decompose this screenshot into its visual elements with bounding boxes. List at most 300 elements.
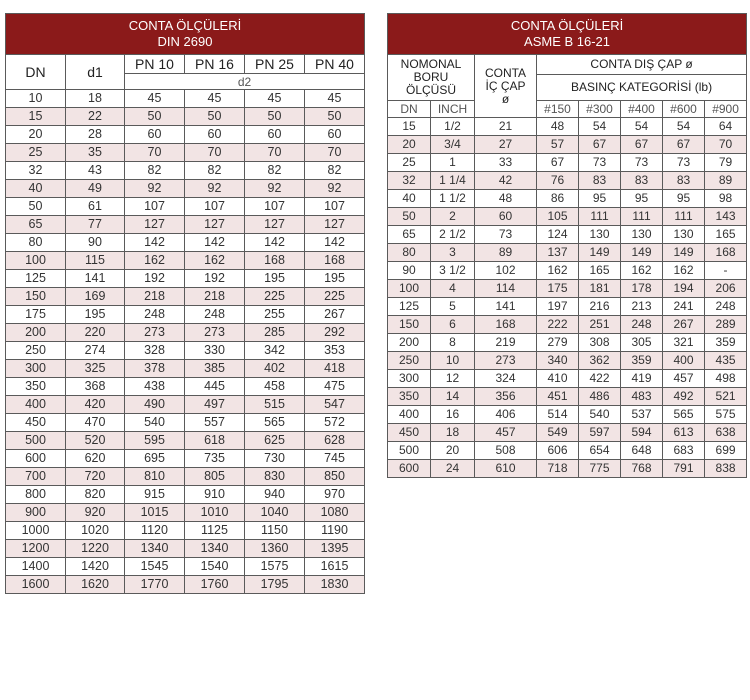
din-table-cell: 195 [305, 270, 365, 288]
din-table-cell: 40 [6, 180, 66, 198]
din-table-cell: 22 [66, 108, 125, 126]
din-table-cell: 225 [305, 288, 365, 306]
din-table-cell: 45 [305, 90, 365, 108]
din-table-cell: 565 [245, 414, 305, 432]
din-table-cell: 1615 [305, 558, 365, 576]
din-table-cell: 200 [6, 324, 66, 342]
asme-table-cell: 606 [537, 442, 579, 460]
din-table-cell: 250 [6, 342, 66, 360]
asme-table-cell: 5 [431, 298, 475, 316]
asme-table-cell: 422 [579, 370, 621, 388]
asme-header-dn: DN [388, 101, 431, 118]
asme-table-cell: 162 [621, 262, 663, 280]
asme-table-cell: 73 [621, 154, 663, 172]
din-table-cell: 1120 [125, 522, 185, 540]
asme-table-cell: 150 [388, 316, 431, 334]
asme-table-row [388, 424, 747, 442]
din-table-row [6, 522, 365, 540]
asme-table-cell: 67 [579, 136, 621, 154]
asme-nominal-line3: ÖLÇÜSÜ [405, 83, 456, 97]
din-table-cell: 735 [185, 450, 245, 468]
asme-table-cell: 141 [475, 298, 537, 316]
asme-table-cell: 73 [663, 154, 705, 172]
asme-table-row [388, 172, 747, 190]
din-table-cell: 418 [305, 360, 365, 378]
asme-table-cell: 321 [663, 334, 705, 352]
asme-table-cell: 540 [579, 406, 621, 424]
din-table-cell: 1540 [185, 558, 245, 576]
asme-table-cell: 162 [663, 262, 705, 280]
din-table-cell: 220 [66, 324, 125, 342]
din-header-d1: d1 [66, 55, 125, 90]
din-table-cell: 92 [305, 180, 365, 198]
din-table-cell: 540 [125, 414, 185, 432]
asme-header-150: #150 [537, 101, 579, 118]
asme-table-cell: 498 [705, 370, 747, 388]
din-table-cell: 80 [6, 234, 66, 252]
din-table-cell: 450 [6, 414, 66, 432]
asme-table-cell: 67 [663, 136, 705, 154]
asme-table-row [388, 118, 747, 136]
din-table-cell: 142 [125, 234, 185, 252]
asme-table-cell: 597 [579, 424, 621, 442]
din-table-cell: 330 [185, 342, 245, 360]
asme-table-cell: 100 [388, 280, 431, 298]
din-table-cell: 1080 [305, 504, 365, 522]
din-table-cell: 628 [305, 432, 365, 450]
asme-table-cell: 79 [705, 154, 747, 172]
asme-table-cell: 83 [579, 172, 621, 190]
asme-table-cell: 111 [621, 208, 663, 226]
asme-table-row [388, 388, 747, 406]
asme-table-cell: 289 [705, 316, 747, 334]
din-table-row [6, 306, 365, 324]
asme-table-cell: 638 [705, 424, 747, 442]
asme-table-cell: 222 [537, 316, 579, 334]
asme-table-cell: 537 [621, 406, 663, 424]
din-table-cell: 1040 [245, 504, 305, 522]
asme-table-cell: 3 1/2 [431, 262, 475, 280]
asme-table-cell: 267 [663, 316, 705, 334]
din-table-cell: 730 [245, 450, 305, 468]
din-table-row [6, 414, 365, 432]
asme-table-cell: 241 [663, 298, 705, 316]
din-table-cell: 850 [305, 468, 365, 486]
asme-table-cell: 1 1/4 [431, 172, 475, 190]
din-table-cell: 50 [6, 198, 66, 216]
din-table-row [6, 396, 365, 414]
din-table-row [6, 432, 365, 450]
asme-table-cell: 64 [705, 118, 747, 136]
din-table-cell: 800 [6, 486, 66, 504]
din-table-cell: 107 [125, 198, 185, 216]
din-table-row [6, 126, 365, 144]
asme-table-cell: 3 [431, 244, 475, 262]
asme-table-cell: 105 [537, 208, 579, 226]
asme-table-cell: 213 [621, 298, 663, 316]
asme-table-cell: 18 [431, 424, 475, 442]
asme-table-row [388, 406, 747, 424]
asme-table-cell: 508 [475, 442, 537, 460]
asme-table-cell: 206 [705, 280, 747, 298]
asme-table-cell: 21 [475, 118, 537, 136]
asme-table-cell: 219 [475, 334, 537, 352]
din-table-cell: 92 [245, 180, 305, 198]
din-table-cell: 720 [66, 468, 125, 486]
asme-header-300: #300 [579, 101, 621, 118]
asme-table-cell: 33 [475, 154, 537, 172]
din-table-cell: 620 [66, 450, 125, 468]
asme-table-cell: 125 [388, 298, 431, 316]
asme-table-cell: 359 [621, 352, 663, 370]
din-table-cell: 92 [125, 180, 185, 198]
din-table-cell: 915 [125, 486, 185, 504]
asme-table-cell: 90 [388, 262, 431, 280]
asme-table-cell: 514 [537, 406, 579, 424]
din-table-cell: 490 [125, 396, 185, 414]
din-table-cell: 810 [125, 468, 185, 486]
asme-table-cell: 40 [388, 190, 431, 208]
din-table-cell: 60 [125, 126, 185, 144]
din-table-cell: 82 [305, 162, 365, 180]
din-table-cell: 168 [305, 252, 365, 270]
din-header-d2: d2 [125, 74, 365, 90]
asme-table-cell: - [705, 262, 747, 280]
din-table-row [6, 198, 365, 216]
asme-table-cell: 10 [431, 352, 475, 370]
asme-table-body [388, 118, 747, 478]
din-table-cell: 192 [125, 270, 185, 288]
din-table-cell: 127 [125, 216, 185, 234]
asme-table-cell: 194 [663, 280, 705, 298]
din-table-cell: 1020 [66, 522, 125, 540]
din-table-cell: 292 [305, 324, 365, 342]
din-table-cell: 1125 [185, 522, 245, 540]
asme-table-cell: 102 [475, 262, 537, 280]
asme-table-cell: 457 [475, 424, 537, 442]
din-table-cell: 28 [66, 126, 125, 144]
asme-table-cell: 95 [621, 190, 663, 208]
din-table-cell: 90 [66, 234, 125, 252]
din-table-cell: 1200 [6, 540, 66, 558]
asme-table-cell: 654 [579, 442, 621, 460]
din-table-cell: 248 [125, 306, 185, 324]
din-table-cell: 1190 [305, 522, 365, 540]
din-table-cell: 300 [6, 360, 66, 378]
asme-table-cell: 89 [705, 172, 747, 190]
asme-table-cell: 111 [663, 208, 705, 226]
asme-table-cell: 24 [431, 460, 475, 478]
din-table-cell: 20 [6, 126, 66, 144]
din-table-cell: 1400 [6, 558, 66, 576]
din-table-cell: 50 [185, 108, 245, 126]
din-table-row [6, 252, 365, 270]
din-table-cell: 18 [66, 90, 125, 108]
asme-table-cell: 435 [705, 352, 747, 370]
din-table-cell: 70 [185, 144, 245, 162]
din-table-cell: 342 [245, 342, 305, 360]
asme-table-cell: 600 [388, 460, 431, 478]
din-table-row [6, 576, 365, 594]
asme-table-row [388, 298, 747, 316]
din-table-cell: 325 [66, 360, 125, 378]
din-table-row [6, 180, 365, 198]
din-table-cell: 65 [6, 216, 66, 234]
din-header-pn16: PN 16 [185, 55, 245, 74]
din-table-cell: 830 [245, 468, 305, 486]
asme-table-cell: 648 [621, 442, 663, 460]
din-table-cell: 77 [66, 216, 125, 234]
asme-table-row [388, 316, 747, 334]
din-table-cell: 1795 [245, 576, 305, 594]
asme-table-cell: 791 [663, 460, 705, 478]
asme-table-cell: 340 [537, 352, 579, 370]
din-table-cell: 625 [245, 432, 305, 450]
asme-table-cell: 20 [431, 442, 475, 460]
asme-table-cell: 60 [475, 208, 537, 226]
asme-table-cell: 14 [431, 388, 475, 406]
asme-table-cell: 65 [388, 226, 431, 244]
din-table-cell: 218 [125, 288, 185, 306]
asme-header-nominal [388, 55, 475, 101]
asme-table-row [388, 154, 747, 172]
asme-ic-line2: İÇ ÇAP [485, 78, 526, 93]
asme-table-title [388, 14, 747, 55]
asme-table-cell: 521 [705, 388, 747, 406]
din-table-cell: 438 [125, 378, 185, 396]
din-header-dn: DN [6, 55, 66, 90]
din-table-cell: 970 [305, 486, 365, 504]
asme-table-cell: 48 [537, 118, 579, 136]
din-table-cell: 600 [6, 450, 66, 468]
din-table-cell: 248 [185, 306, 245, 324]
asme-table-cell: 279 [537, 334, 579, 352]
din-table-cell: 50 [245, 108, 305, 126]
asme-table-cell: 8 [431, 334, 475, 352]
asme-table-row [388, 262, 747, 280]
din-table-cell: 32 [6, 162, 66, 180]
asme-table-cell: 130 [621, 226, 663, 244]
asme-table-cell: 1 [431, 154, 475, 172]
asme-table-cell: 95 [579, 190, 621, 208]
din-table-cell: 127 [185, 216, 245, 234]
din-table-body [6, 90, 365, 594]
asme-table-row [388, 352, 747, 370]
din-table-cell: 1575 [245, 558, 305, 576]
asme-table-cell: 181 [579, 280, 621, 298]
asme-table-cell: 699 [705, 442, 747, 460]
din-table-cell: 60 [305, 126, 365, 144]
din-table-row [6, 288, 365, 306]
din-title-line1: CONTA ÖLÇÜLERİ [128, 18, 242, 33]
asme-table-cell: 492 [663, 388, 705, 406]
asme-table-cell: 111 [579, 208, 621, 226]
din-table-cell: 195 [66, 306, 125, 324]
din-table-cell: 1340 [185, 540, 245, 558]
din-table-cell: 820 [66, 486, 125, 504]
asme-table-cell: 149 [663, 244, 705, 262]
asme-table-cell: 575 [705, 406, 747, 424]
asme-table-cell: 73 [475, 226, 537, 244]
din-table-cell: 45 [125, 90, 185, 108]
asme-table-cell: 4 [431, 280, 475, 298]
asme-table-cell: 350 [388, 388, 431, 406]
asme-table-cell: 400 [663, 352, 705, 370]
din-table-cell: 45 [185, 90, 245, 108]
din-table-row [6, 486, 365, 504]
asme-table-cell: 32 [388, 172, 431, 190]
din-table-cell: 82 [245, 162, 305, 180]
din-header-pn25: PN 25 [245, 55, 305, 74]
din-table-cell: 368 [66, 378, 125, 396]
asme-table-cell: 48 [475, 190, 537, 208]
din-table-row [6, 450, 365, 468]
din-table-cell: 420 [66, 396, 125, 414]
din-table-cell: 557 [185, 414, 245, 432]
din-table-cell: 940 [245, 486, 305, 504]
asme-table-cell: 838 [705, 460, 747, 478]
asme-nominal-line1: NOMONAL [400, 57, 462, 71]
din-table-cell: 1340 [125, 540, 185, 558]
din-table-row [6, 234, 365, 252]
asme-table-cell: 200 [388, 334, 431, 352]
asme-table-cell: 457 [663, 370, 705, 388]
asme-table-cell: 197 [537, 298, 579, 316]
din-table-cell: 900 [6, 504, 66, 522]
asme-table-cell: 768 [621, 460, 663, 478]
asme-table-row [388, 280, 747, 298]
din-table-cell: 1760 [185, 576, 245, 594]
din-table-row [6, 162, 365, 180]
asme-table-cell: 124 [537, 226, 579, 244]
asme-header-400: #400 [621, 101, 663, 118]
din-table-row [6, 342, 365, 360]
din-table-cell: 595 [125, 432, 185, 450]
din-table-cell: 1770 [125, 576, 185, 594]
din-table-cell: 192 [185, 270, 245, 288]
asme-title-line2: ASME B 16-21 [524, 34, 611, 49]
din-header-pn10: PN 10 [125, 55, 185, 74]
din-table-cell: 378 [125, 360, 185, 378]
asme-table-cell: 162 [537, 262, 579, 280]
asme-table-row [388, 370, 747, 388]
asme-table-cell: 16 [431, 406, 475, 424]
asme-table-cell: 450 [388, 424, 431, 442]
din-table-row [6, 360, 365, 378]
din-table-cell: 115 [66, 252, 125, 270]
asme-table-cell: 305 [621, 334, 663, 352]
din-table-cell: 445 [185, 378, 245, 396]
din-header-pn40: PN 40 [305, 55, 365, 74]
asme-table-cell: 486 [579, 388, 621, 406]
asme-table-cell: 273 [475, 352, 537, 370]
din-table-cell: 10 [6, 90, 66, 108]
din-table-cell: 273 [125, 324, 185, 342]
asme-header-basinc: BASINÇ KATEGORİSİ (lb) [537, 75, 747, 101]
din-table-cell: 273 [185, 324, 245, 342]
din-table-cell: 1420 [66, 558, 125, 576]
din-table-cell: 1015 [125, 504, 185, 522]
din-table-cell: 169 [66, 288, 125, 306]
asme-table-cell: 83 [621, 172, 663, 190]
din-table-cell: 1220 [66, 540, 125, 558]
asme-table-cell: 613 [663, 424, 705, 442]
din-table-cell: 127 [305, 216, 365, 234]
din-table-cell: 618 [185, 432, 245, 450]
din-table-cell: 162 [185, 252, 245, 270]
asme-table-cell: 137 [537, 244, 579, 262]
asme-table-cell: 80 [388, 244, 431, 262]
asme-table-cell: 594 [621, 424, 663, 442]
asme-table-cell: 1 1/2 [431, 190, 475, 208]
din-table-cell: 82 [185, 162, 245, 180]
asme-table-cell: 251 [579, 316, 621, 334]
din-table-cell: 497 [185, 396, 245, 414]
asme-table-cell: 50 [388, 208, 431, 226]
asme-table-cell: 12 [431, 370, 475, 388]
asme-table-cell: 250 [388, 352, 431, 370]
asme-table-cell: 42 [475, 172, 537, 190]
din-table-cell: 127 [245, 216, 305, 234]
din-table-cell: 142 [305, 234, 365, 252]
din-table-cell: 328 [125, 342, 185, 360]
asme-table-cell: 114 [475, 280, 537, 298]
din-table-row [6, 216, 365, 234]
asme-header-inch: INCH [431, 101, 475, 118]
asme-table-cell: 15 [388, 118, 431, 136]
asme-header-dis-cap: CONTA DIŞ ÇAP ø [537, 55, 747, 75]
asme-table-cell: 718 [537, 460, 579, 478]
din-table-cell: 162 [125, 252, 185, 270]
din-table-cell: 15 [6, 108, 66, 126]
din-table-cell: 35 [66, 144, 125, 162]
asme-table-cell: 54 [579, 118, 621, 136]
asme-table-cell: 70 [705, 136, 747, 154]
asme-table-cell: 2 1/2 [431, 226, 475, 244]
asme-table-cell: 86 [537, 190, 579, 208]
asme-title-line1: CONTA ÖLÇÜLERİ [510, 18, 624, 33]
asme-table-cell: 178 [621, 280, 663, 298]
asme-table-cell: 3/4 [431, 136, 475, 154]
din-table-cell: 1620 [66, 576, 125, 594]
din-table-cell: 353 [305, 342, 365, 360]
asme-table-cell: 610 [475, 460, 537, 478]
din-table-cell: 50 [125, 108, 185, 126]
asme-header-900: #900 [705, 101, 747, 118]
din-table-cell: 274 [66, 342, 125, 360]
din-table-cell: 107 [185, 198, 245, 216]
asme-table-cell: 149 [579, 244, 621, 262]
asme-table-cell: 410 [537, 370, 579, 388]
din-table-cell: 107 [245, 198, 305, 216]
asme-table-cell: 775 [579, 460, 621, 478]
asme-table-row [388, 334, 747, 352]
asme-table-cell: 57 [537, 136, 579, 154]
din-table-row [6, 468, 365, 486]
asme-table-cell: 76 [537, 172, 579, 190]
asme-table-row [388, 136, 747, 154]
asme-table-cell: 248 [705, 298, 747, 316]
asme-table-cell: 549 [537, 424, 579, 442]
asme-table-cell: 6 [431, 316, 475, 334]
asme-nominal-line2: BORU [413, 70, 449, 84]
din-table-cell: 920 [66, 504, 125, 522]
din-table-cell: 1360 [245, 540, 305, 558]
asme-table-cell: 67 [621, 136, 663, 154]
din-table-cell: 43 [66, 162, 125, 180]
din-table-cell: 45 [245, 90, 305, 108]
asme-table-cell: 359 [705, 334, 747, 352]
